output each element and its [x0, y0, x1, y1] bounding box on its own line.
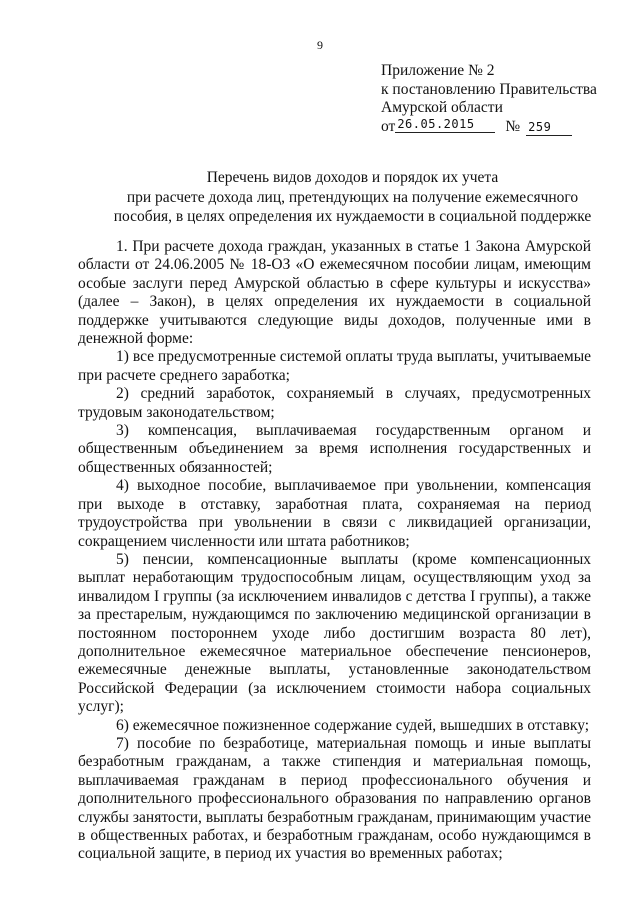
- number-stamp: 259: [526, 120, 572, 136]
- document-title: [110, 168, 595, 227]
- paragraph: 4) выходное пособие, выплачиваемое при увольнении, компенсация при выходе в отставку, заработная плата, сохраняемая на период трудоустройства при увольнении в связи с ликвидацией организации, сокращением численности или штата работников;: [78, 477, 591, 550]
- appendix-title: Приложение № 2: [381, 62, 495, 79]
- appendix-resolution-line: к постановлению Правительства: [381, 80, 597, 98]
- appendix-header: [381, 62, 597, 136]
- paragraph: 1) все предусмотренные системой оплаты труда выплаты, учитываемые при расчете среднего заработка;: [78, 348, 591, 384]
- title-line-1: Перечень видов доходов и порядок их учета: [206, 169, 499, 186]
- document-body: [78, 238, 591, 864]
- date-stamp: 26.05.2015: [395, 117, 495, 133]
- page-number: 9: [317, 38, 323, 52]
- paragraph: 7) пособие по безработице, материальная помощь и иные выплаты безработным гражданам, а также стипендия и материальная помощь, выплачиваемая гражданам в период профессионального обучения и дополнительного профессионального образования по направлению органов службы занятости, выплаты безработным гражданам, принимающим участие в общественных работах, и безработным гражданам, особо нуждающимся в социальной защите, в период их участия во временных работах;: [78, 734, 591, 863]
- appendix-region-line: Амурской области: [381, 99, 503, 116]
- title-line-2: при расчете дохода лиц, претендующих на получение ежемесячного: [126, 188, 579, 206]
- paragraph: 2) средний заработок, сохраняемый в случаях, предусмотренных трудовым законодательством;: [78, 385, 591, 421]
- paragraph: 3) компенсация, выплачиваемая государственным органом и общественным объединением за время исполнения государственных и общественных обязанностей;: [78, 422, 591, 476]
- appendix-date-line: [381, 118, 597, 137]
- title-line-3: пособия, в целях определения их нуждаемости в социальной поддержке: [113, 208, 592, 225]
- paragraph: 5) пенсии, компенсационные выплаты (кроме компенсационных выплат неработающим трудоспособным лицам, осуществляющим уход за инвалидом I группы (за исключением инвалидов с детства I группы), а также за престарелым, нуждающимся по заключению медицинской организации в постоянном постороннем уходе либо достигшим возраста 80 лет), дополнительное ежемесячное материальное обеспечение пенсионеров, ежемесячные денежные выплаты, установленные законодательством Российской Федерации (за исключением стоимости набора социальных услуг);: [78, 550, 591, 716]
- paragraph: 6) ежемесячное пожизненное содержание судей, вышедших в отставку;: [116, 716, 590, 734]
- paragraph: 1. При расчете дохода граждан, указанных в статье 1 Закона Амурской области от 24.06.2005 № 18-ОЗ «О ежемесячном пособии лицам, имеющим особые заслуги перед Амурской областью в сфере культуры и искусства» (далее – Закон), в целях определения их нуждаемости в социальной поддержке учитываются следующие виды доходов, полученные ими в денежной форме:: [78, 238, 591, 348]
- date-prefix: от: [381, 117, 396, 135]
- number-label: №: [505, 117, 521, 135]
